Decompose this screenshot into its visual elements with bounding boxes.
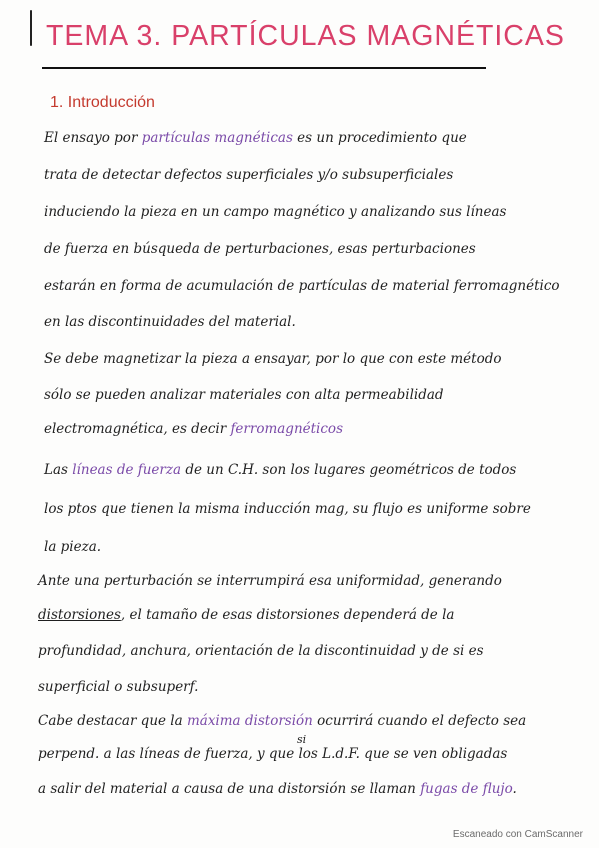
underlined-term: distorsiones — [38, 607, 121, 623]
text-line-3 — [44, 203, 506, 221]
text-segment: estarán en forma de acumulación de partículas de material ferromagnético — [44, 278, 560, 294]
text-segment: Ante una perturbación se interrumpirá esa uniformidad, generando — [38, 573, 502, 589]
text-line-16 — [38, 678, 198, 696]
text-segment: Cabe destacar que la — [38, 713, 187, 729]
text-segment: , el tamaño de esas distorsiones dependerá de la — [120, 607, 455, 623]
text-segment: Se debe magnetizar la pieza a ensayar, por lo que con este método — [44, 351, 502, 367]
text-segment: . — [512, 781, 517, 797]
text-line-19 — [38, 780, 517, 798]
scanner-watermark: Escaneado con CamScanner — [452, 829, 583, 840]
highlight-term: fugas de flujo — [420, 781, 513, 797]
text-line-17 — [38, 712, 526, 730]
highlight-term: líneas de fuerza — [72, 462, 182, 478]
text-segment: los ptos que tienen la misma inducción mag, su flujo es uniforme sobre — [44, 501, 531, 517]
text-line-12 — [44, 538, 101, 556]
text-line-6 — [44, 313, 296, 331]
text-line-11 — [44, 500, 531, 518]
title-underline — [42, 67, 486, 69]
text-line-5 — [44, 277, 560, 295]
text-segment: perpend. a las líneas de fuerza, y que los L.d.F. que se ven obligadas — [38, 746, 508, 762]
text-segment: a salir del material a causa de una distorsión se llaman — [38, 781, 421, 797]
text-segment: Las — [44, 462, 73, 478]
text-segment: de fuerza en búsqueda de perturbaciones, esas perturbaciones — [44, 241, 476, 257]
text-segment: la pieza. — [44, 539, 102, 555]
text-segment: profundidad, anchura, orientación de la discontinuidad y de si es — [38, 643, 484, 659]
text-segment: El ensayo por — [44, 130, 142, 146]
text-segment: ocurrirá cuando el defecto sea — [312, 713, 527, 729]
text-line-1 — [44, 129, 467, 147]
highlight-term: máxima distorsión — [186, 713, 313, 729]
page-title: TEMA 3. PARTÍCULAS MAGNÉTICAS — [46, 20, 565, 52]
highlight-term: partículas magnéticas — [141, 130, 293, 146]
text-line-13 — [38, 572, 502, 590]
text-segment: sólo se pueden analizar materiales con alta permeabilidad — [44, 387, 444, 403]
text-segment: en las discontinuidades del material. — [44, 314, 296, 330]
text-segment: es un procedimiento que — [292, 130, 467, 146]
text-line-9 — [44, 420, 343, 438]
text-segment: trata de detectar defectos superficiales y/o subsuperficiales — [44, 167, 454, 183]
inserted-superscript: si — [297, 733, 307, 746]
margin-mark — [30, 10, 32, 46]
text-segment: induciendo la pieza en un campo magnético y analizando sus líneas — [44, 204, 507, 220]
text-line-7 — [44, 350, 501, 368]
highlight-term: ferromagnéticos — [230, 421, 343, 437]
text-segment: electromagnética, es decir — [44, 421, 231, 437]
text-line-4 — [44, 240, 476, 258]
section-heading: 1. Introducción — [50, 94, 155, 111]
text-line-8 — [44, 386, 444, 404]
text-segment: de un C.H. son los lugares geométricos de todos — [181, 462, 517, 478]
text-line-15 — [38, 642, 484, 660]
text-line-18 — [38, 745, 507, 763]
text-segment: superficial o subsuperf. — [38, 679, 199, 695]
text-line-14 — [38, 606, 454, 624]
text-line-2 — [44, 166, 453, 184]
text-line-10 — [44, 461, 516, 479]
